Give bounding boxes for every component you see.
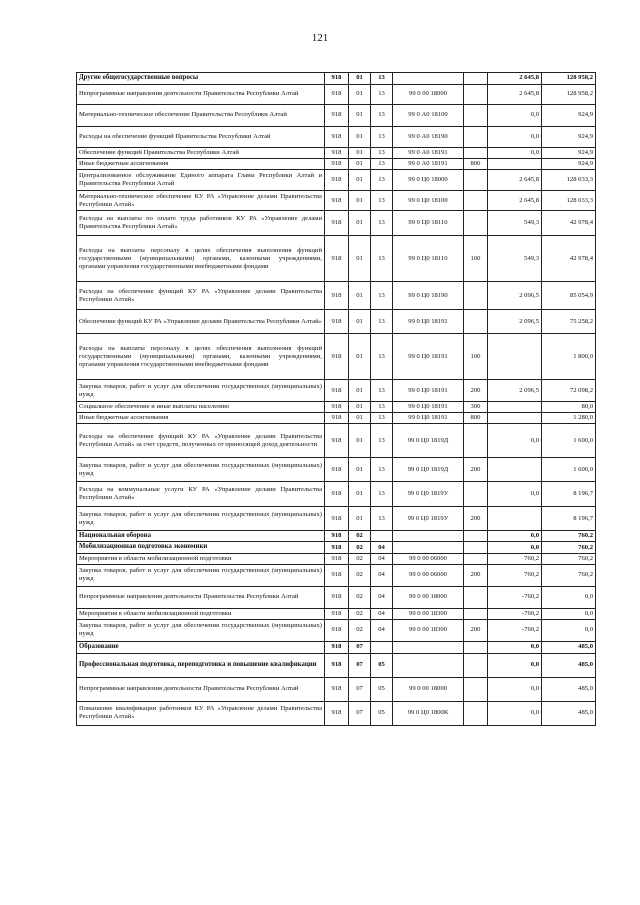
row-ministry-code: 918	[325, 105, 349, 127]
row-expense-code: 99 0 00 06000	[393, 564, 464, 586]
row-name: Закупка товаров, работ и услуг для обеспечения государственных (муниципальных) нужд	[77, 507, 325, 531]
row-expense-code: 99 0 00 18000	[393, 85, 464, 105]
row-section-code: 07	[349, 653, 371, 677]
row-amount-change	[488, 413, 542, 424]
row-amount-total: 8 196,7	[542, 482, 596, 507]
row-amount-total: 128 958,2	[542, 73, 596, 85]
row-amount-total: 0,0	[542, 586, 596, 608]
row-name: Мероприятия в области мобилизационной подготовки	[77, 608, 325, 619]
row-section-code: 01	[349, 458, 371, 482]
row-type-code: 200	[464, 507, 488, 531]
row-expense-code: 99 0 00 06000	[393, 553, 464, 564]
row-subsection-code: 13	[371, 127, 393, 148]
row-name: Расходы на обеспечение функций Правительства Республики Алтай	[77, 127, 325, 148]
budget-table-body	[77, 73, 596, 726]
row-section-code: 07	[349, 701, 371, 725]
row-name: Расходы на коммунальные услуги КУ РА «Управление делами Правительства Республики Алтай»	[77, 482, 325, 507]
row-name: Профессиональная подготовка, переподготовка и повышение квалификации	[77, 653, 325, 677]
row-amount-change: 2 645,8	[488, 85, 542, 105]
table-row	[77, 402, 596, 413]
row-subsection-code: 05	[371, 701, 393, 725]
row-subsection-code: 13	[371, 507, 393, 531]
row-subsection-code	[371, 641, 393, 653]
row-expense-code	[393, 653, 464, 677]
row-expense-code: 99 0 Ц0 18191	[393, 310, 464, 334]
row-amount-change: 0,0	[488, 677, 542, 701]
row-amount-total: 924,9	[542, 105, 596, 127]
row-amount-total: 924,9	[542, 159, 596, 170]
row-amount-change: 0,0	[488, 105, 542, 127]
row-amount-total: 924,9	[542, 148, 596, 159]
row-expense-code	[393, 531, 464, 542]
row-amount-change: 549,3	[488, 236, 542, 282]
row-ministry-code: 918	[325, 482, 349, 507]
row-ministry-code: 918	[325, 641, 349, 653]
row-amount-change: 0,0	[488, 148, 542, 159]
row-type-code: 100	[464, 236, 488, 282]
row-subsection-code: 13	[371, 211, 393, 236]
row-name: Мероприятия в области мобилизационной подготовки	[77, 553, 325, 564]
row-subsection-code: 04	[371, 553, 393, 564]
row-amount-total: 42 978,4	[542, 236, 596, 282]
table-row	[77, 282, 596, 310]
row-subsection-code: 13	[371, 159, 393, 170]
row-section-code: 01	[349, 148, 371, 159]
row-expense-code: 99 0 00 18300	[393, 608, 464, 619]
row-amount-total: 85 054,9	[542, 282, 596, 310]
row-type-code: 800	[464, 413, 488, 424]
row-ministry-code: 918	[325, 619, 349, 641]
row-name: Социальное обеспечение и иные выплаты населению	[77, 402, 325, 413]
row-amount-total: 760,2	[542, 542, 596, 553]
row-amount-change: 2 096,5	[488, 380, 542, 402]
row-name: Закупка товаров, работ и услуг для обеспечения государственных (муниципальных) нужд	[77, 619, 325, 641]
row-amount-change: 2 645,8	[488, 191, 542, 211]
row-expense-code	[393, 73, 464, 85]
row-name: Образование	[77, 641, 325, 653]
row-name: Закупка товаров, работ и услуг для обеспечения государственных (муниципальных) нужд	[77, 380, 325, 402]
row-expense-code: 99 0 Ц0 1819Д	[393, 424, 464, 458]
table-row	[77, 310, 596, 334]
row-expense-code: 99 0 Ц0 18191	[393, 380, 464, 402]
row-name: Иные бюджетные ассигнования	[77, 413, 325, 424]
row-ministry-code: 918	[325, 701, 349, 725]
row-section-code: 01	[349, 334, 371, 380]
row-type-code	[464, 191, 488, 211]
row-expense-code: 99 0 Ц0 1819У	[393, 507, 464, 531]
row-expense-code: 99 0 00 18000	[393, 677, 464, 701]
row-type-code	[464, 105, 488, 127]
row-expense-code: 99 0 Ц0 18190	[393, 282, 464, 310]
row-expense-code	[393, 542, 464, 553]
row-ministry-code: 918	[325, 608, 349, 619]
row-subsection-code: 04	[371, 542, 393, 553]
row-amount-change: 0,0	[488, 641, 542, 653]
row-ministry-code: 918	[325, 380, 349, 402]
row-amount-change	[488, 159, 542, 170]
row-name: Обеспечение функций КУ РА «Управление делами Правительства Республики Алтай»	[77, 310, 325, 334]
row-subsection-code: 13	[371, 73, 393, 85]
row-section-code: 01	[349, 105, 371, 127]
row-subsection-code: 04	[371, 586, 393, 608]
row-expense-code: 99 0 Ц0 18110	[393, 211, 464, 236]
table-row	[77, 148, 596, 159]
row-type-code	[464, 586, 488, 608]
row-ministry-code: 918	[325, 170, 349, 191]
row-amount-change: 549,3	[488, 211, 542, 236]
row-expense-code: 99 0 А0 18191	[393, 159, 464, 170]
row-amount-change: 2 096,5	[488, 310, 542, 334]
table-row	[77, 170, 596, 191]
row-amount-change: 2 645,8	[488, 170, 542, 191]
row-ministry-code: 918	[325, 73, 349, 85]
row-subsection-code: 13	[371, 282, 393, 310]
row-type-code	[464, 148, 488, 159]
table-row	[77, 608, 596, 619]
table-row	[77, 413, 596, 424]
row-amount-total: 8 196,7	[542, 507, 596, 531]
row-amount-total: 0,0	[542, 619, 596, 641]
row-section-code: 07	[349, 641, 371, 653]
row-type-code: 800	[464, 159, 488, 170]
row-amount-change	[488, 458, 542, 482]
row-name: Расходы на обеспечение функций КУ РА «Управление делами Правительства Республики Алтай» за счет средств, полученных от приносящей доход деятельности	[77, 424, 325, 458]
row-section-code: 02	[349, 531, 371, 542]
row-type-code	[464, 641, 488, 653]
row-subsection-code: 05	[371, 653, 393, 677]
row-subsection-code: 13	[371, 413, 393, 424]
row-amount-total: 760,2	[542, 531, 596, 542]
row-ministry-code: 918	[325, 507, 349, 531]
row-subsection-code: 13	[371, 424, 393, 458]
row-section-code: 02	[349, 608, 371, 619]
row-subsection-code: 13	[371, 402, 393, 413]
row-subsection-code: 13	[371, 482, 393, 507]
row-type-code: 200	[464, 564, 488, 586]
row-ministry-code: 918	[325, 458, 349, 482]
row-name: Непрограммные направления деятельности Правительства Республики Алтай	[77, 677, 325, 701]
row-name: Национальная оборона	[77, 531, 325, 542]
row-amount-total: 72 098,2	[542, 380, 596, 402]
row-type-code: 200	[464, 458, 488, 482]
row-subsection-code: 13	[371, 148, 393, 159]
row-amount-change: 760,2	[488, 564, 542, 586]
row-ministry-code: 918	[325, 334, 349, 380]
row-name: Материально-техническое обеспечение Правительства Республики Алтай	[77, 105, 325, 127]
row-amount-change: 0,0	[488, 701, 542, 725]
row-ministry-code: 918	[325, 85, 349, 105]
row-name: Обеспечение функций Правительства Республики Алтай	[77, 148, 325, 159]
table-row	[77, 85, 596, 105]
row-amount-change: 0,0	[488, 424, 542, 458]
table-row	[77, 564, 596, 586]
row-type-code	[464, 701, 488, 725]
table-row	[77, 424, 596, 458]
row-ministry-code: 918	[325, 531, 349, 542]
table-row	[77, 701, 596, 725]
row-type-code	[464, 531, 488, 542]
row-ministry-code: 918	[325, 159, 349, 170]
table-row	[77, 159, 596, 170]
row-type-code	[464, 608, 488, 619]
row-name: Расходы на выплаты по оплате труда работников КУ РА «Управление делами Правительства Республики Алтай»	[77, 211, 325, 236]
table-row	[77, 191, 596, 211]
table-row	[77, 677, 596, 701]
table-row	[77, 619, 596, 641]
row-type-code	[464, 127, 488, 148]
table-row	[77, 127, 596, 148]
table-row	[77, 458, 596, 482]
row-amount-total: 0,0	[542, 608, 596, 619]
row-section-code: 01	[349, 85, 371, 105]
table-row	[77, 641, 596, 653]
table-row	[77, 334, 596, 380]
row-ministry-code: 918	[325, 564, 349, 586]
row-name: Повышение квалификации работников КУ РА «Управление делами Правительства Республики Алтай»	[77, 701, 325, 725]
table-row	[77, 653, 596, 677]
row-amount-change	[488, 507, 542, 531]
row-subsection-code: 13	[371, 170, 393, 191]
row-expense-code: 99 0 Ц0 18110	[393, 236, 464, 282]
row-ministry-code: 918	[325, 586, 349, 608]
row-amount-change: 2 645,8	[488, 73, 542, 85]
row-subsection-code: 13	[371, 334, 393, 380]
row-type-code	[464, 85, 488, 105]
row-ministry-code: 918	[325, 413, 349, 424]
row-expense-code: 99 0 Ц0 18100	[393, 191, 464, 211]
row-ministry-code: 918	[325, 653, 349, 677]
row-type-code: 200	[464, 619, 488, 641]
row-subsection-code: 13	[371, 236, 393, 282]
row-ministry-code: 918	[325, 148, 349, 159]
row-ministry-code: 918	[325, 127, 349, 148]
row-expense-code: 99 0 Ц0 18191	[393, 334, 464, 380]
row-amount-change: -760,2	[488, 619, 542, 641]
row-type-code	[464, 73, 488, 85]
row-amount-change: 2 096,5	[488, 282, 542, 310]
row-name: Закупка товаров, работ и услуг для обеспечения государственных (муниципальных) нужд	[77, 564, 325, 586]
row-subsection-code: 13	[371, 458, 393, 482]
row-name: Иные бюджетные ассигнования	[77, 159, 325, 170]
row-amount-total: 1 800,0	[542, 334, 596, 380]
row-ministry-code: 918	[325, 191, 349, 211]
row-amount-change: -760,2	[488, 608, 542, 619]
row-subsection-code: 04	[371, 619, 393, 641]
row-name: Материально-техническое обеспечение КУ РА «Управление делами Правительства Республики Алтай»	[77, 191, 325, 211]
row-expense-code: 99 0 Ц0 18191	[393, 413, 464, 424]
row-name: Непрограммные направления деятельности Правительства Республики Алтай	[77, 586, 325, 608]
row-expense-code: 99 0 Ц0 1819У	[393, 482, 464, 507]
row-section-code: 01	[349, 507, 371, 531]
row-type-code	[464, 542, 488, 553]
row-amount-total: 75 258,2	[542, 310, 596, 334]
row-amount-total: 42 978,4	[542, 211, 596, 236]
row-ministry-code: 918	[325, 236, 349, 282]
table-row	[77, 105, 596, 127]
row-amount-change	[488, 402, 542, 413]
row-section-code: 02	[349, 619, 371, 641]
row-expense-code: 99 0 А0 18190	[393, 127, 464, 148]
row-type-code	[464, 282, 488, 310]
row-type-code	[464, 677, 488, 701]
row-amount-total: 485,0	[542, 653, 596, 677]
page-number: 121	[311, 32, 329, 44]
row-amount-total: 128 033,3	[542, 191, 596, 211]
row-type-code	[464, 653, 488, 677]
row-type-code	[464, 170, 488, 191]
table-row	[77, 211, 596, 236]
row-name: Расходы на обеспечение функций КУ РА «Управление делами Правительства Республики Алтай»	[77, 282, 325, 310]
table-row	[77, 507, 596, 531]
row-section-code: 02	[349, 586, 371, 608]
row-name: Закупка товаров, работ и услуг для обеспечения государственных (муниципальных) нужд	[77, 458, 325, 482]
row-amount-change: -760,2	[488, 586, 542, 608]
row-name: Мобилизационная подготовка экономики	[77, 542, 325, 553]
row-type-code: 300	[464, 402, 488, 413]
row-amount-change: 0,0	[488, 127, 542, 148]
row-type-code	[464, 211, 488, 236]
row-amount-total: 1 600,0	[542, 458, 596, 482]
row-type-code: 100	[464, 334, 488, 380]
row-ministry-code: 918	[325, 553, 349, 564]
table-row	[77, 73, 596, 85]
row-subsection-code: 04	[371, 608, 393, 619]
row-expense-code: 99 0 00 18300	[393, 619, 464, 641]
row-section-code: 01	[349, 310, 371, 334]
table-row	[77, 236, 596, 282]
row-subsection-code: 13	[371, 191, 393, 211]
row-amount-total: 485,0	[542, 677, 596, 701]
row-amount-total: 760,2	[542, 553, 596, 564]
row-subsection-code: 13	[371, 85, 393, 105]
row-expense-code: 99 0 А0 18100	[393, 105, 464, 127]
row-type-code	[464, 482, 488, 507]
row-subsection-code: 04	[371, 564, 393, 586]
row-amount-total: 1 600,0	[542, 424, 596, 458]
row-amount-total: 80,0	[542, 402, 596, 413]
table-row	[77, 531, 596, 542]
row-section-code: 02	[349, 542, 371, 553]
row-section-code: 01	[349, 402, 371, 413]
row-amount-change: 0,0	[488, 542, 542, 553]
row-ministry-code: 918	[325, 542, 349, 553]
row-section-code: 01	[349, 73, 371, 85]
row-name: Централизованное обслуживание Единого аппарата Главы Республики Алтай и Правительства Республики Алтай	[77, 170, 325, 191]
row-amount-total: 760,2	[542, 564, 596, 586]
row-expense-code: 99 0 Ц0 1800К	[393, 701, 464, 725]
row-amount-change: 0,0	[488, 531, 542, 542]
row-ministry-code: 918	[325, 282, 349, 310]
budget-table	[76, 72, 596, 726]
row-expense-code	[393, 641, 464, 653]
row-section-code: 01	[349, 236, 371, 282]
row-subsection-code: 13	[371, 380, 393, 402]
row-type-code: 200	[464, 380, 488, 402]
row-section-code: 01	[349, 482, 371, 507]
row-name: Расходы на выплаты персоналу в целях обеспечения выполнения функций государственными (муниципальными) органами, казенными учреждениями, органами управления государственными внебюджетными фондами	[77, 334, 325, 380]
row-amount-change: 0,0	[488, 653, 542, 677]
row-expense-code: 99 0 Ц0 18191	[393, 402, 464, 413]
row-type-code	[464, 310, 488, 334]
row-section-code: 01	[349, 191, 371, 211]
row-name: Расходы на выплаты персоналу в целях обеспечения выполнения функций государственными (муниципальными) органами, казенными учреждениями, органами управления государственными внебюджетными фондами	[77, 236, 325, 282]
row-section-code: 01	[349, 424, 371, 458]
table-row	[77, 482, 596, 507]
row-section-code: 02	[349, 553, 371, 564]
table-row	[77, 553, 596, 564]
row-type-code	[464, 424, 488, 458]
row-section-code: 01	[349, 127, 371, 148]
row-section-code: 02	[349, 564, 371, 586]
row-amount-change: 760,2	[488, 553, 542, 564]
row-section-code: 01	[349, 211, 371, 236]
row-section-code: 01	[349, 380, 371, 402]
row-section-code: 01	[349, 170, 371, 191]
row-name: Другие общегосударственные вопросы	[77, 73, 325, 85]
row-amount-total: 485,0	[542, 701, 596, 725]
row-type-code	[464, 553, 488, 564]
row-amount-total: 485,0	[542, 641, 596, 653]
row-name: Непрограммные направления деятельности Правительства Республики Алтай	[77, 85, 325, 105]
row-amount-change	[488, 334, 542, 380]
row-amount-total: 128 033,3	[542, 170, 596, 191]
row-subsection-code: 13	[371, 105, 393, 127]
row-ministry-code: 918	[325, 402, 349, 413]
row-expense-code: 99 0 А0 18191	[393, 148, 464, 159]
row-amount-total: 924,9	[542, 127, 596, 148]
row-ministry-code: 918	[325, 677, 349, 701]
row-subsection-code	[371, 531, 393, 542]
row-amount-change: 0,0	[488, 482, 542, 507]
table-row	[77, 380, 596, 402]
row-amount-total: 1 280,0	[542, 413, 596, 424]
table-row	[77, 542, 596, 553]
row-section-code: 01	[349, 413, 371, 424]
row-ministry-code: 918	[325, 310, 349, 334]
table-row	[77, 586, 596, 608]
row-section-code: 01	[349, 159, 371, 170]
row-expense-code: 99 0 Ц0 18000	[393, 170, 464, 191]
row-subsection-code: 13	[371, 310, 393, 334]
row-section-code: 07	[349, 677, 371, 701]
row-ministry-code: 918	[325, 424, 349, 458]
row-ministry-code: 918	[325, 211, 349, 236]
row-section-code: 01	[349, 282, 371, 310]
row-expense-code: 99 0 00 18000	[393, 586, 464, 608]
row-amount-total: 128 958,2	[542, 85, 596, 105]
row-expense-code: 99 0 Ц0 1819Д	[393, 458, 464, 482]
row-subsection-code: 05	[371, 677, 393, 701]
